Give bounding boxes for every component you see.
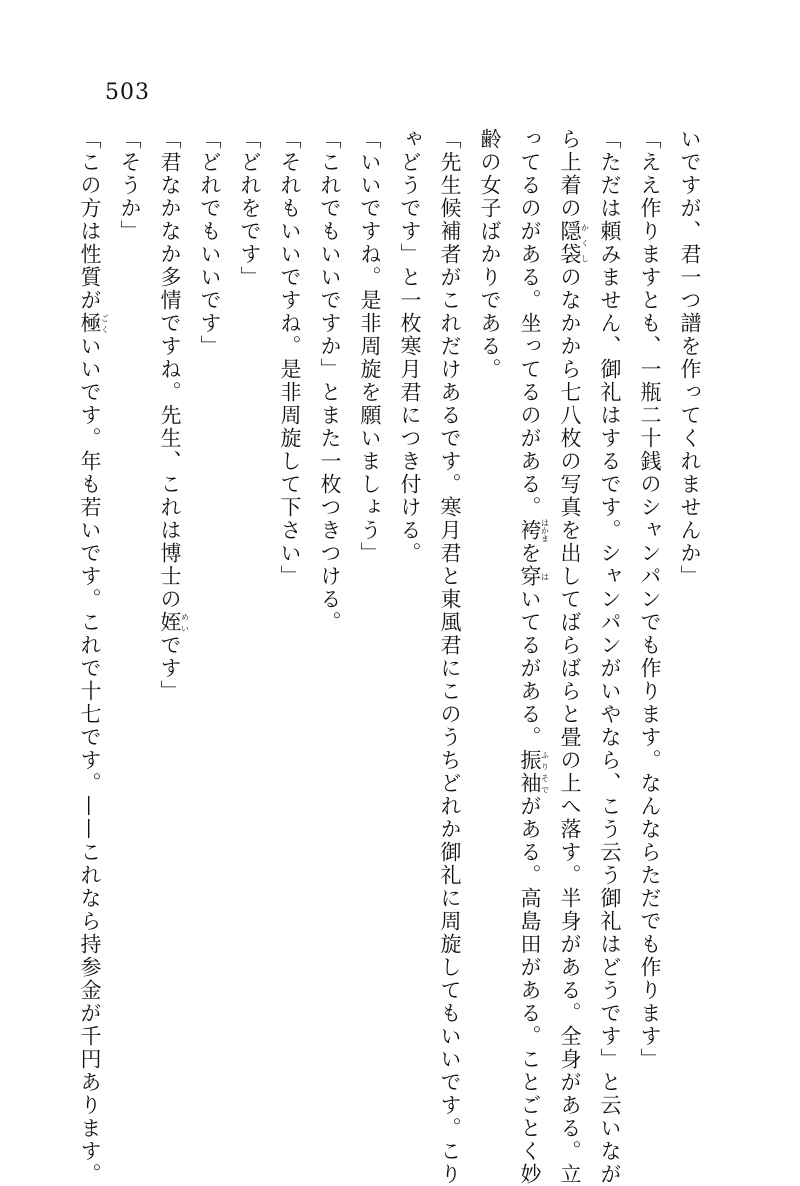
text-line: ゃどうです」と一枚寒月君につき付ける。 [398, 128, 422, 565]
text-line: 「ただは頼みません、御礼はするです。シャンパンがいやなら、こう云う御礼はどうです」と云いなが [598, 128, 622, 1186]
furigana: 穿は [518, 565, 550, 588]
furigana: 姪めい [158, 611, 190, 634]
furigana: 振袖ふりそで [518, 749, 550, 795]
furigana: 極ごく [78, 312, 110, 335]
text-line: 「先生候補者がこれだけあるです。寒月君と東風君にこのうちどれか御礼に周旋してもいいです。こり [438, 128, 462, 1186]
furigana-reading: めい [180, 611, 190, 634]
furigana-reading: はかま [540, 518, 550, 543]
text-line: ら上着の隠袋かくしのなかから七八枚の写真を出してばらばらと畳の上へ落す。半身がある。全身がある。立 [558, 128, 590, 1186]
furigana: 袴はかま [518, 518, 550, 543]
text-line: ってるのがある。坐ってるのがある。袴はかまを穿はいてるがある。振袖ふりそでがある。高島田がある。ことごとく妙 [518, 128, 550, 1186]
text-line: 齢の女子ばかりである。 [478, 128, 502, 381]
text-line: 「君なかなか多情ですね。先生、これは博士の姪めいです」 [158, 128, 190, 703]
text-line: 「どれでもいいです」 [198, 128, 222, 358]
text-line: いですが、君一つ譜を作ってくれませんか」 [678, 128, 702, 588]
furigana-reading: は [540, 565, 550, 588]
page-number: 503 [105, 80, 150, 105]
furigana-reading: ふりそで [540, 749, 550, 795]
text-line: 「この方は性質が極ごくいいです。年も若いです。これで十七です。——これなら持参金が千円あります。 [78, 128, 110, 1186]
furigana-reading: かくし [580, 220, 590, 266]
text-line: 「ええ作りますとも、一瓶二十銭のシャンパンでも作ります。なんならただでも作ります」 [638, 128, 662, 1071]
text-line: 「これでもいいですか」とまた一枚つきつける。 [318, 128, 342, 634]
vertical-text-block [78, 128, 710, 1186]
text-line: 「どれをです」 [238, 128, 262, 289]
furigana-reading: ごく [100, 312, 110, 335]
text-line: 「それもいいですね。是非周旋して下さい」 [278, 128, 302, 588]
text-line: 「いいですね。是非周旋を願いましょう」 [358, 128, 382, 565]
text-line: 「そうか」 [118, 128, 142, 243]
furigana: 隠袋かくし [558, 220, 590, 266]
